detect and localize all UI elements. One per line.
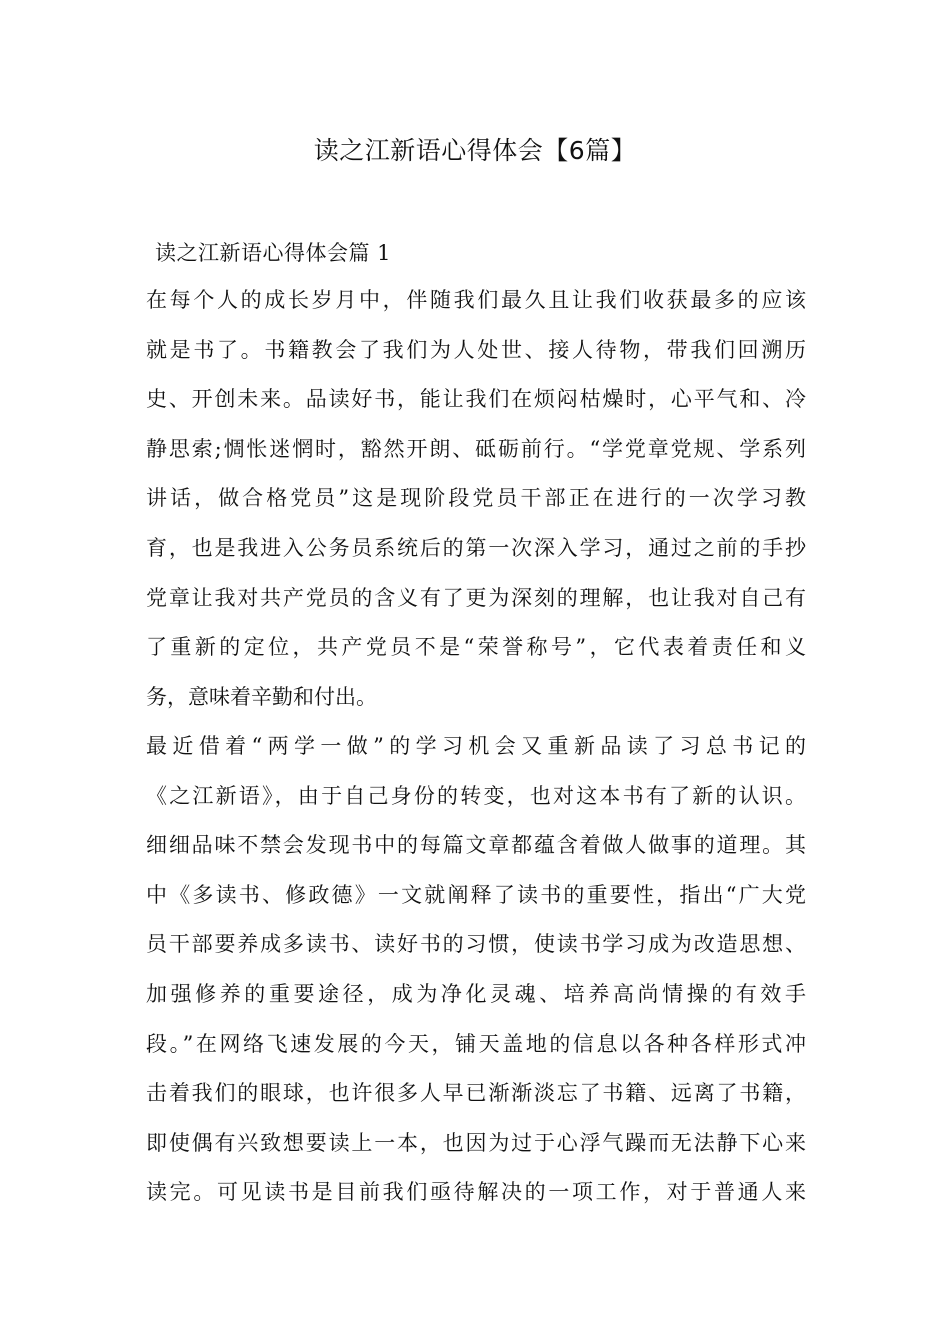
paragraph-line: 读完。可见读书是目前我们亟待解决的一项工作，对于普通人来 bbox=[146, 1180, 806, 1205]
paragraph-line: 击着我们的眼球，也许很多人早已渐渐淡忘了书籍、远离了书籍， bbox=[146, 1081, 806, 1106]
paragraph-1 bbox=[146, 276, 806, 722]
paragraph-line: 务，意味着辛勤和付出。 bbox=[146, 684, 377, 709]
paragraph-line: 就是书了。书籍教会了我们为人处世、接人待物，带我们回溯历 bbox=[146, 337, 806, 362]
paragraph-line: 即使偶有兴致想要读上一本，也因为过于心浮气躁而无法静下心来 bbox=[146, 1130, 806, 1155]
paragraph-line: 在每个人的成长岁月中，伴随我们最久且让我们收获最多的应该 bbox=[146, 288, 806, 312]
paragraph-line: 史、开创未来。品读好书，能让我们在烦闷枯燥时，心平气和、冷 bbox=[146, 387, 806, 412]
paragraph-line: 党章让我对共产党员的含义有了更为深刻的理解，也让我对自己有 bbox=[146, 585, 806, 610]
paragraph-line: 讲话，做合格党员”这是现阶段党员干部正在进行的一次学习教 bbox=[146, 486, 806, 511]
paragraph-line: 育，也是我进入公务员系统后的第一次深入学习，通过之前的手抄 bbox=[146, 535, 806, 560]
paragraph-line: 细细品味不禁会发现书中的每篇文章都蕴含着做人做事的道理。其 bbox=[146, 833, 806, 858]
paragraph-line: 了重新的定位，共产党员不是“荣誉称号”，它代表着责任和义 bbox=[146, 635, 806, 660]
paragraph-line: 静思索;惆怅迷惘时，豁然开朗、砥砺前行。“学党章党规、学系列 bbox=[146, 436, 806, 461]
paragraph-line: 加强修养的重要途径，成为净化灵魂、培养高尚情操的有效手 bbox=[146, 981, 806, 1006]
paragraph-line: 中《多读书、修政德》一文就阐释了读书的重要性，指出“广大党 bbox=[146, 882, 806, 907]
section-heading: 读之江新语心得体会篇 1 bbox=[155, 241, 392, 265]
paragraph-line: 最近借着“两学一做”的学习机会又重新品读了习总书记的 bbox=[146, 734, 806, 758]
paragraph-line: 员干部要养成多读书、读好书的习惯，使读书学习成为改造思想、 bbox=[146, 932, 806, 957]
paragraph-2 bbox=[146, 722, 806, 1218]
paragraph-line: 段。”在网络飞速发展的今天，铺天盖地的信息以各种各样形式冲 bbox=[146, 1031, 806, 1056]
document-title: 读之江新语心得体会【6篇】 bbox=[313, 136, 637, 165]
paragraph-line: 《之江新语》，由于自己身份的转变，也对这本书有了新的认识。 bbox=[146, 783, 806, 808]
